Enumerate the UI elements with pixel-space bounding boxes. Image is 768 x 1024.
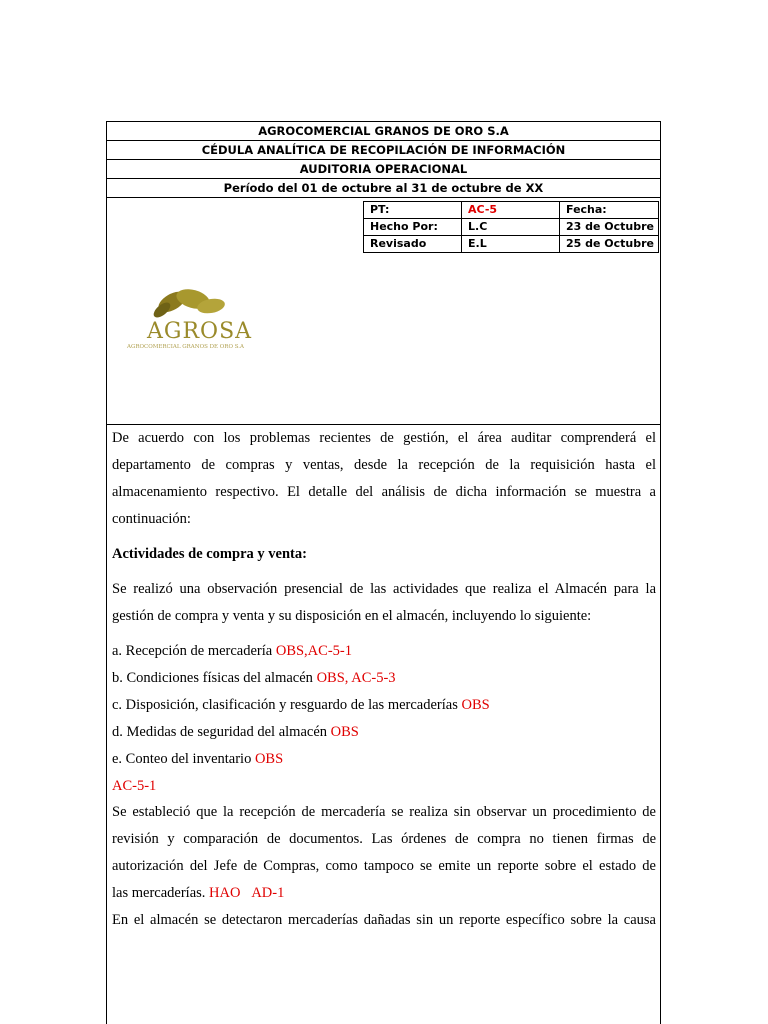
period-title: Período del 01 de octubre al 31 de octubre de XX xyxy=(107,179,660,198)
hecho-value: L.C xyxy=(462,219,560,236)
audit-title: AUDITORIA OPERACIONAL xyxy=(107,160,660,179)
pt-label: PT: xyxy=(364,202,462,219)
reference-tag: OBS xyxy=(461,697,490,713)
reference-tag: AD-1 xyxy=(251,885,285,901)
intro-line: De acuerdo con los problemas recientes de gestión, el área auditar comprenderá el xyxy=(112,430,656,446)
document-frame xyxy=(106,121,661,1024)
intro-line: continuación: xyxy=(112,511,191,527)
reference-tag: OBS xyxy=(330,724,359,740)
pt-value: AC-5 xyxy=(462,202,560,219)
table-row xyxy=(364,202,659,219)
finding-line: autorización del Jefe de Compras, como tampoco se emite un reporte sobre el estado de xyxy=(112,858,656,874)
hecho-date: 23 de Octubre xyxy=(560,219,659,236)
revisado-date: 25 de Octubre xyxy=(560,236,659,253)
observation-line: Se realizó una observación presencial de las actividades que realiza el Almacén para la xyxy=(112,581,656,597)
list-item: d. Medidas de seguridad del almacén OBS xyxy=(112,724,359,740)
finding-line: Se estableció que la recepción de mercadería se realiza sin observar un procedimiento de xyxy=(112,804,656,820)
intro-line: almacenamiento respectivo. El detalle del análisis de dicha información se muestra a xyxy=(112,484,656,500)
finding-line: revisión y comparación de documentos. Las órdenes de compra no tienen firmas de xyxy=(112,831,656,847)
company-title: AGROCOMERCIAL GRANOS DE ORO S.A xyxy=(107,122,660,141)
list-item: c. Disposición, clasificación y resguardo de las mercaderías OBS xyxy=(112,697,490,713)
logo-wordmark: AGROSA xyxy=(147,319,253,344)
list-item: a. Recepción de mercadería OBS,AC-5-1 xyxy=(112,643,352,659)
hecho-label: Hecho Por: xyxy=(364,219,462,236)
reference-tag: OBS, AC-5-3 xyxy=(316,670,396,686)
table-row xyxy=(364,236,659,253)
fecha-label: Fecha: xyxy=(560,202,659,219)
cedula-title: CÉDULA ANALÍTICA DE RECOPILACIÓN DE INFORMACIÓN xyxy=(107,141,660,160)
finding-line: las mercaderías. HAO AD-1 xyxy=(112,885,285,901)
activities-heading: Actividades de compra y venta: xyxy=(112,546,307,562)
header-info-area xyxy=(107,198,660,425)
grain-leaves-icon xyxy=(151,288,226,320)
reference-tag: HAO xyxy=(209,885,241,901)
revisado-value: E.L xyxy=(462,236,560,253)
agrosa-logo xyxy=(117,288,277,358)
info-table xyxy=(363,201,659,253)
intro-line: departamento de compras y ventas, desde la recepción de la requisición hasta el xyxy=(112,457,656,473)
table-row xyxy=(364,219,659,236)
revisado-label: Revisado xyxy=(364,236,462,253)
finding-line: En el almacén se detectaron mercaderías dañadas sin un reporte específico sobre la causa xyxy=(112,912,656,928)
list-item: e. Conteo del inventario OBS xyxy=(112,751,284,767)
logo-tagline: AGROCOMERCIAL GRANOS DE ORO S.A xyxy=(127,344,244,350)
section-reference: AC-5-1 xyxy=(112,778,157,794)
reference-tag: OBS xyxy=(254,751,284,767)
reference-tag: OBS,AC-5-1 xyxy=(275,643,352,659)
list-item: b. Condiciones físicas del almacén OBS, AC-5-3 xyxy=(112,670,396,686)
observation-line: gestión de compra y venta y su disposición en el almacén, incluyendo lo siguiente: xyxy=(112,608,592,624)
document-body xyxy=(107,425,660,934)
